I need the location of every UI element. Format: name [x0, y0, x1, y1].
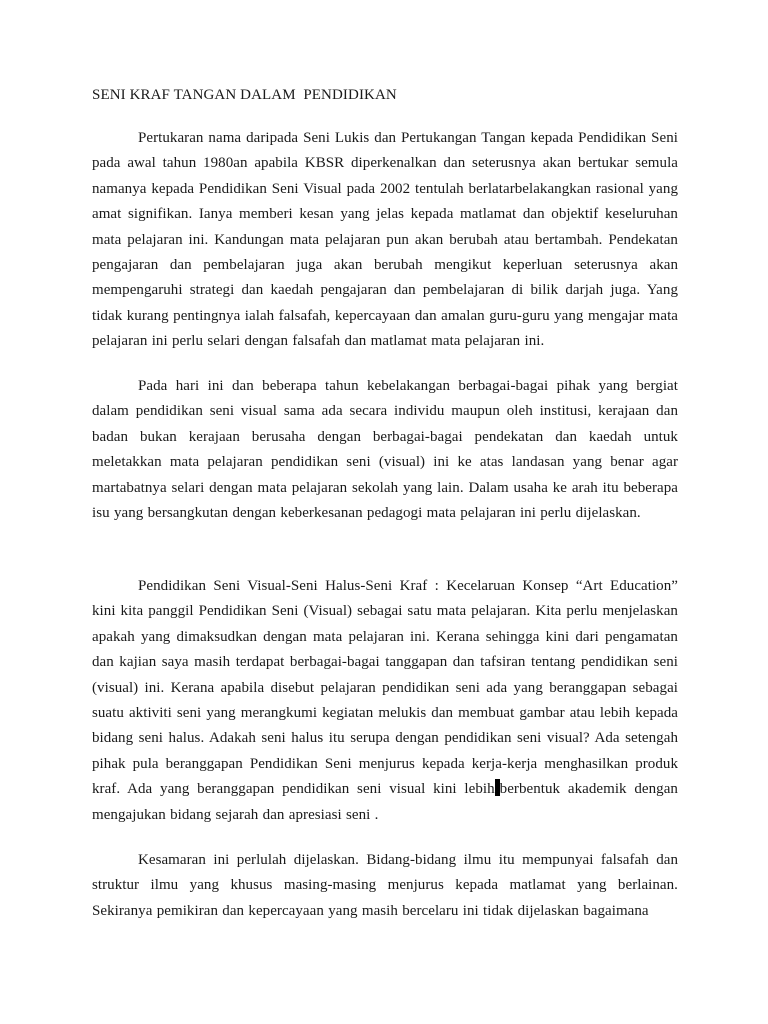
paragraph-1: Pertukaran nama daripada Seni Lukis dan Pertukangan Tangan kepada Pendidikan Seni pada awal tahun 1980an apabila KBSR diperkenalkan dan seterusnya akan bertukar semula namanya kepada Pendidikan Seni Visual pada 2002 tentulah berlatarbelakangkan rasional yang amat signifikan. Ianya memberi kesan yang jelas kepada matlamat dan objektif keseluruhan mata pelajaran ini. Kandungan mata pelajaran pun akan berubah atau bertambah. Pendekatan pengajaran dan pembelajaran juga akan berubah mengikut keperluan seterusnya akan mempengaruhi strategi dan kaedah pengajaran dan pembelajaran di bilik darjah juga. Yang tidak kurang pentingnya ialah falsafah, kepercayaan dan amalan guru-guru yang mengajar mata pelajaran ini perlu selari dengan falsafah dan matlamat mata pelajaran ini. [92, 130, 678, 350]
paragraph-3-text-after-cursor: berbentuk akademik dengan mengajukan bidang sejarah dan apresiasi seni . [92, 781, 678, 823]
paragraph-4: Kesamaran ini perlulah dijelaskan. Bidang-bidang ilmu itu mempunyai falsafah dan struktur ilmu yang khusus masing-masing menjurus kepada matlamat yang berlainan. Sekiranya pemikiran dan kepercayaan yang masih bercelaru ini tidak dijelaskan bagaimana [92, 852, 678, 919]
paragraph-3-text-before-cursor: Pendidikan Seni Visual-Seni Halus-Seni Kraf : Kecelaruan Konsep “Art Education” kini kita panggil Pendidikan Seni (Visual) sebagai satu mata pelajaran. Kita perlu menjelaskan apakah yang dimaksudkan dengan mata pelajaran ini. Kerana sehingga kini dari pengamatan dan kajian saya masih terdapat berbagai-bagai tanggapan dan tafsiran tentang pendidikan seni (visual) ini. Kerana apabila disebut pelajaran pendidikan seni ada yang beranggapan sebagai suatu aktiviti seni yang merangkumi kegiatan melukis dan membuat gambar atau lebih kepada bidang seni halus. Adakah seni halus itu serupa dengan pendidikan seni visual? Ada setengah pihak pula beranggapan Pendidikan Seni menjurus kepada kerja-kerja menghasilkan produk kraf. Ada yang beranggapan pendidikan seni visual kini lebih [92, 578, 678, 798]
paragraph-2: Pada hari ini dan beberapa tahun kebelakangan berbagai-bagai pihak yang bergiat dalam pendidikan seni visual sama ada secara individu maupun oleh institusi, kerajaan dan badan bukan kerajaan berusaha dengan berbagai-bagai pendekatan dan kaedah untuk meletakkan mata pelajaran pendidikan seni (visual) ini ke atas landasan yang benar agar martabatnya selari dengan mata pelajaran sekolah yang lain. Dalam usaha ke arah itu beberapa isu yang bersangkutan dengan keberkesanan pedagogi mata pelajaran ini perlu dijelaskan. [92, 378, 678, 522]
document-title: SENI KRAF TANGAN DALAM PENDIDIKAN [92, 87, 397, 103]
paragraph-3 [92, 574, 678, 828]
